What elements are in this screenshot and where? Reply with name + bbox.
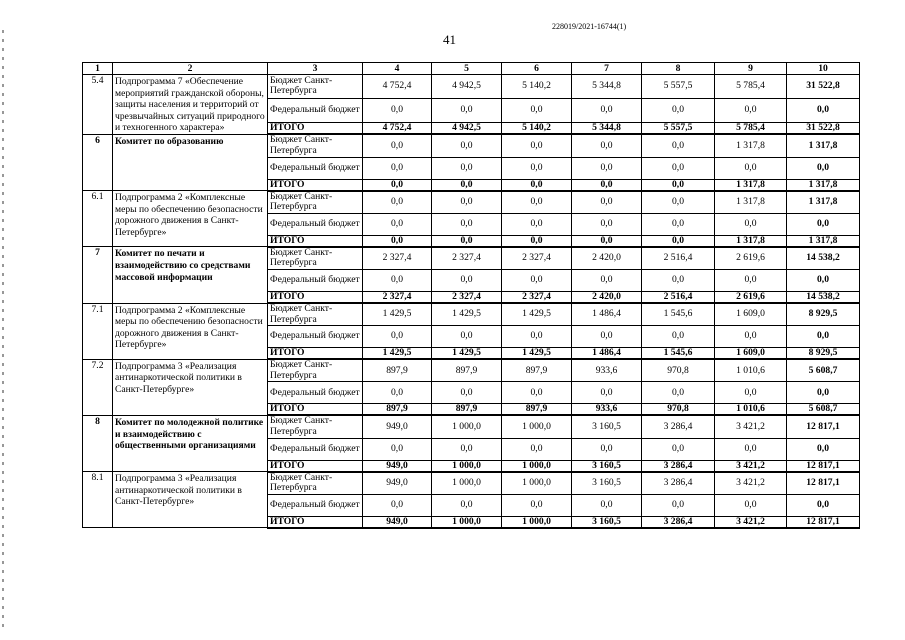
federal-value-cell: 0,0 [363, 157, 432, 179]
total-value-cell: 3 286,4 [642, 460, 715, 472]
budget-value-cell: 949,0 [363, 472, 432, 495]
budget-value-cell: 2 516,4 [642, 247, 715, 270]
federal-value-cell: 0,0 [363, 438, 432, 460]
total-value-cell: 1 000,0 [432, 516, 502, 528]
budget-value-cell: 0,0 [572, 191, 642, 214]
federal-label: Федеральный бюджет [268, 270, 363, 292]
row-number: 6 [83, 134, 113, 190]
budget-value-cell: 897,9 [432, 359, 502, 382]
total-value-cell: 5 344,8 [572, 122, 642, 134]
table-row-budget [83, 415, 860, 438]
row-title: Комитет по печати и взаимодействию со средствами массовой информации [113, 247, 268, 303]
total-value-cell: 31 522,8 [787, 122, 860, 134]
budget-value-cell: 1 429,5 [432, 303, 502, 326]
budget-label: Бюджет Санкт-Петербурга [268, 359, 363, 382]
total-value-cell: 5 140,2 [502, 122, 572, 134]
total-value-cell: 0,0 [572, 235, 642, 247]
budget-value-cell: 3 160,5 [572, 472, 642, 495]
total-value-cell: 897,9 [502, 404, 572, 416]
scan-edge-artifact [2, 30, 4, 630]
federal-value-cell: 0,0 [715, 438, 787, 460]
total-value-cell: 1 429,5 [502, 348, 572, 360]
total-label: ИТОГО [268, 122, 363, 134]
total-value-cell: 5 608,7 [787, 404, 860, 416]
total-value-cell: 3 160,5 [572, 460, 642, 472]
total-value-cell: 2 327,4 [502, 292, 572, 304]
budget-label: Бюджет Санкт-Петербурга [268, 303, 363, 326]
federal-value-cell: 0,0 [715, 213, 787, 235]
total-value-cell: 1 317,8 [715, 235, 787, 247]
budget-value-cell: 2 420,0 [572, 247, 642, 270]
budget-value-cell: 12 817,1 [787, 415, 860, 438]
budget-value-cell: 0,0 [363, 191, 432, 214]
federal-value-cell: 0,0 [787, 438, 860, 460]
total-value-cell: 1 000,0 [502, 516, 572, 528]
budget-value-cell: 970,8 [642, 359, 715, 382]
row-title: Подпрограмма 2 «Комплексные меры по обеспечению безопасности дорожного движения в Санкт-Петербурге» [113, 303, 268, 359]
total-value-cell: 897,9 [432, 404, 502, 416]
federal-value-cell: 0,0 [363, 326, 432, 348]
federal-value-cell: 0,0 [787, 494, 860, 516]
total-value-cell: 8 929,5 [787, 348, 860, 360]
federal-value-cell: 0,0 [432, 98, 502, 122]
budget-value-cell: 1 000,0 [432, 415, 502, 438]
budget-value-cell: 3 286,4 [642, 415, 715, 438]
table-row-budget [83, 75, 860, 99]
total-value-cell: 14 538,2 [787, 292, 860, 304]
row-title: Комитет по молодежной политике и взаимодействию с общественными организациями [113, 415, 268, 471]
federal-value-cell: 0,0 [432, 213, 502, 235]
federal-value-cell: 0,0 [787, 98, 860, 122]
budget-value-cell: 3 160,5 [572, 415, 642, 438]
federal-value-cell: 0,0 [642, 382, 715, 404]
total-value-cell: 0,0 [363, 235, 432, 247]
federal-value-cell: 0,0 [787, 382, 860, 404]
total-value-cell: 0,0 [432, 179, 502, 191]
budget-value-cell: 1 317,8 [715, 134, 787, 157]
federal-value-cell: 0,0 [642, 326, 715, 348]
federal-value-cell: 0,0 [572, 326, 642, 348]
budget-value-cell: 31 522,8 [787, 75, 860, 99]
federal-value-cell: 0,0 [502, 270, 572, 292]
table-body [83, 63, 860, 528]
budget-value-cell: 14 538,2 [787, 247, 860, 270]
federal-value-cell: 0,0 [502, 213, 572, 235]
budget-value-cell: 949,0 [363, 415, 432, 438]
budget-value-cell: 0,0 [363, 134, 432, 157]
budget-value-cell: 1 317,8 [787, 191, 860, 214]
budget-value-cell: 3 421,2 [715, 415, 787, 438]
federal-value-cell: 0,0 [432, 382, 502, 404]
federal-value-cell: 0,0 [363, 382, 432, 404]
budget-value-cell: 1 000,0 [502, 415, 572, 438]
budget-value-cell: 5 557,5 [642, 75, 715, 99]
federal-value-cell: 0,0 [572, 494, 642, 516]
budget-value-cell: 1 010,6 [715, 359, 787, 382]
budget-value-cell: 5 608,7 [787, 359, 860, 382]
col-header: 1 [83, 63, 113, 75]
budget-value-cell: 12 817,1 [787, 472, 860, 495]
row-number: 7 [83, 247, 113, 303]
budget-value-cell: 5 140,2 [502, 75, 572, 99]
total-value-cell: 0,0 [502, 235, 572, 247]
federal-value-cell: 0,0 [787, 270, 860, 292]
table-row-budget [83, 303, 860, 326]
total-value-cell: 2 327,4 [432, 292, 502, 304]
total-value-cell: 1 429,5 [363, 348, 432, 360]
budget-value-cell: 4 942,5 [432, 75, 502, 99]
federal-value-cell: 0,0 [502, 438, 572, 460]
total-value-cell: 0,0 [363, 179, 432, 191]
total-value-cell: 949,0 [363, 460, 432, 472]
table-row-budget [83, 359, 860, 382]
row-number: 8.1 [83, 472, 113, 528]
total-value-cell: 1 000,0 [432, 460, 502, 472]
federal-value-cell: 0,0 [715, 326, 787, 348]
budget-value-cell: 0,0 [502, 134, 572, 157]
total-value-cell: 3 421,2 [715, 516, 787, 528]
budget-value-cell: 8 929,5 [787, 303, 860, 326]
col-header: 7 [572, 63, 642, 75]
budget-table [82, 62, 860, 529]
federal-label: Федеральный бюджет [268, 213, 363, 235]
col-header: 9 [715, 63, 787, 75]
column-numbers-row [83, 63, 860, 75]
total-value-cell: 1 317,8 [715, 179, 787, 191]
budget-label: Бюджет Санкт-Петербурга [268, 247, 363, 270]
total-label: ИТОГО [268, 179, 363, 191]
federal-value-cell: 0,0 [502, 382, 572, 404]
total-value-cell: 5 557,5 [642, 122, 715, 134]
total-label: ИТОГО [268, 516, 363, 528]
federal-value-cell: 0,0 [363, 270, 432, 292]
federal-value-cell: 0,0 [715, 157, 787, 179]
document-id: 228019/2021-16744(1) [552, 22, 627, 31]
budget-value-cell: 1 000,0 [502, 472, 572, 495]
federal-label: Федеральный бюджет [268, 98, 363, 122]
budget-value-cell: 1 000,0 [432, 472, 502, 495]
col-header: 2 [113, 63, 268, 75]
col-header: 4 [363, 63, 432, 75]
total-value-cell: 1 609,0 [715, 348, 787, 360]
row-title: Подпрограмма 2 «Комплексные меры по обеспечению безопасности дорожного движения в Санкт-Петербурге» [113, 191, 268, 247]
budget-label: Бюджет Санкт-Петербурга [268, 75, 363, 99]
budget-value-cell: 2 619,6 [715, 247, 787, 270]
budget-value-cell: 0,0 [432, 134, 502, 157]
budget-value-cell: 3 286,4 [642, 472, 715, 495]
row-number: 7.1 [83, 303, 113, 359]
total-value-cell: 3 160,5 [572, 516, 642, 528]
row-title: Подпрограмма 3 «Реализация антинаркотической политики в Санкт-Петербурге» [113, 359, 268, 415]
federal-value-cell: 0,0 [432, 438, 502, 460]
federal-label: Федеральный бюджет [268, 494, 363, 516]
total-value-cell: 1 010,6 [715, 404, 787, 416]
budget-value-cell: 933,6 [572, 359, 642, 382]
federal-label: Федеральный бюджет [268, 438, 363, 460]
total-value-cell: 12 817,1 [787, 460, 860, 472]
row-title: Подпрограмма 7 «Обеспечение мероприятий гражданской обороны, защиты населения и территорий от чрезвычайных ситуаций природного и техногенного характера» [113, 75, 268, 135]
total-value-cell: 1 545,6 [642, 348, 715, 360]
total-value-cell: 2 327,4 [363, 292, 432, 304]
total-value-cell: 12 817,1 [787, 516, 860, 528]
federal-value-cell: 0,0 [572, 157, 642, 179]
total-value-cell: 897,9 [363, 404, 432, 416]
total-value-cell: 0,0 [642, 179, 715, 191]
budget-value-cell: 1 609,0 [715, 303, 787, 326]
federal-value-cell: 0,0 [787, 157, 860, 179]
total-value-cell: 3 286,4 [642, 516, 715, 528]
budget-value-cell: 0,0 [432, 191, 502, 214]
budget-value-cell: 897,9 [502, 359, 572, 382]
federal-value-cell: 0,0 [715, 270, 787, 292]
federal-value-cell: 0,0 [502, 326, 572, 348]
row-title: Подпрограмма 3 «Реализация антинаркотической политики в Санкт-Петербурге» [113, 472, 268, 528]
total-value-cell: 0,0 [572, 179, 642, 191]
federal-value-cell: 0,0 [642, 494, 715, 516]
total-label: ИТОГО [268, 348, 363, 360]
budget-label: Бюджет Санкт-Петербурга [268, 472, 363, 495]
federal-value-cell: 0,0 [363, 213, 432, 235]
total-value-cell: 3 421,2 [715, 460, 787, 472]
federal-label: Федеральный бюджет [268, 157, 363, 179]
budget-value-cell: 2 327,4 [502, 247, 572, 270]
total-label: ИТОГО [268, 460, 363, 472]
budget-value-cell: 897,9 [363, 359, 432, 382]
total-value-cell: 1 317,8 [787, 235, 860, 247]
federal-value-cell: 0,0 [572, 270, 642, 292]
total-value-cell: 0,0 [502, 179, 572, 191]
federal-value-cell: 0,0 [432, 270, 502, 292]
total-value-cell: 1 317,8 [787, 179, 860, 191]
budget-label: Бюджет Санкт-Петербурга [268, 134, 363, 157]
total-value-cell: 4 752,4 [363, 122, 432, 134]
federal-value-cell: 0,0 [715, 494, 787, 516]
federal-value-cell: 0,0 [642, 213, 715, 235]
federal-value-cell: 0,0 [363, 494, 432, 516]
federal-value-cell: 0,0 [502, 98, 572, 122]
budget-label: Бюджет Санкт-Петербурга [268, 191, 363, 214]
total-value-cell: 2 516,4 [642, 292, 715, 304]
federal-value-cell: 0,0 [642, 270, 715, 292]
federal-value-cell: 0,0 [642, 157, 715, 179]
total-value-cell: 0,0 [432, 235, 502, 247]
federal-value-cell: 0,0 [715, 382, 787, 404]
budget-value-cell: 0,0 [572, 134, 642, 157]
budget-value-cell: 1 429,5 [502, 303, 572, 326]
budget-value-cell: 1 545,6 [642, 303, 715, 326]
total-value-cell: 933,6 [572, 404, 642, 416]
federal-value-cell: 0,0 [572, 213, 642, 235]
federal-value-cell: 0,0 [502, 157, 572, 179]
federal-value-cell: 0,0 [432, 326, 502, 348]
total-value-cell: 4 942,5 [432, 122, 502, 134]
row-number: 6.1 [83, 191, 113, 247]
total-value-cell: 1 000,0 [502, 460, 572, 472]
col-header: 5 [432, 63, 502, 75]
total-label: ИТОГО [268, 404, 363, 416]
total-label: ИТОГО [268, 292, 363, 304]
federal-label: Федеральный бюджет [268, 326, 363, 348]
federal-value-cell: 0,0 [715, 98, 787, 122]
total-value-cell: 1 429,5 [432, 348, 502, 360]
federal-value-cell: 0,0 [363, 98, 432, 122]
table-row-budget [83, 247, 860, 270]
federal-value-cell: 0,0 [572, 98, 642, 122]
federal-value-cell: 0,0 [642, 438, 715, 460]
total-value-cell: 2 420,0 [572, 292, 642, 304]
total-value-cell: 949,0 [363, 516, 432, 528]
federal-label: Федеральный бюджет [268, 382, 363, 404]
federal-value-cell: 0,0 [642, 98, 715, 122]
federal-value-cell: 0,0 [787, 213, 860, 235]
budget-value-cell: 5 785,4 [715, 75, 787, 99]
budget-value-cell: 2 327,4 [432, 247, 502, 270]
budget-value-cell: 1 486,4 [572, 303, 642, 326]
table-row-budget [83, 472, 860, 495]
page-number: 41 [443, 32, 456, 47]
budget-value-cell: 1 429,5 [363, 303, 432, 326]
row-number: 5.4 [83, 75, 113, 135]
federal-value-cell: 0,0 [432, 494, 502, 516]
federal-value-cell: 0,0 [572, 382, 642, 404]
col-header: 6 [502, 63, 572, 75]
budget-value-cell: 1 317,8 [715, 191, 787, 214]
table-row-budget [83, 134, 860, 157]
row-number: 8 [83, 415, 113, 471]
budget-value-cell: 0,0 [642, 134, 715, 157]
budget-value-cell: 3 421,2 [715, 472, 787, 495]
col-header: 3 [268, 63, 363, 75]
table-row-budget [83, 191, 860, 214]
budget-label: Бюджет Санкт-Петербурга [268, 415, 363, 438]
total-value-cell: 2 619,6 [715, 292, 787, 304]
federal-value-cell: 0,0 [502, 494, 572, 516]
row-title: Комитет по образованию [113, 134, 268, 190]
budget-value-cell: 2 327,4 [363, 247, 432, 270]
row-number: 7.2 [83, 359, 113, 415]
budget-value-cell: 4 752,4 [363, 75, 432, 99]
total-value-cell: 0,0 [642, 235, 715, 247]
budget-value-cell: 5 344,8 [572, 75, 642, 99]
total-value-cell: 970,8 [642, 404, 715, 416]
budget-value-cell: 0,0 [642, 191, 715, 214]
total-label: ИТОГО [268, 235, 363, 247]
federal-value-cell: 0,0 [787, 326, 860, 348]
total-value-cell: 1 486,4 [572, 348, 642, 360]
col-header: 10 [787, 63, 860, 75]
federal-value-cell: 0,0 [572, 438, 642, 460]
federal-value-cell: 0,0 [432, 157, 502, 179]
col-header: 8 [642, 63, 715, 75]
budget-value-cell: 0,0 [502, 191, 572, 214]
total-value-cell: 5 785,4 [715, 122, 787, 134]
budget-value-cell: 1 317,8 [787, 134, 860, 157]
